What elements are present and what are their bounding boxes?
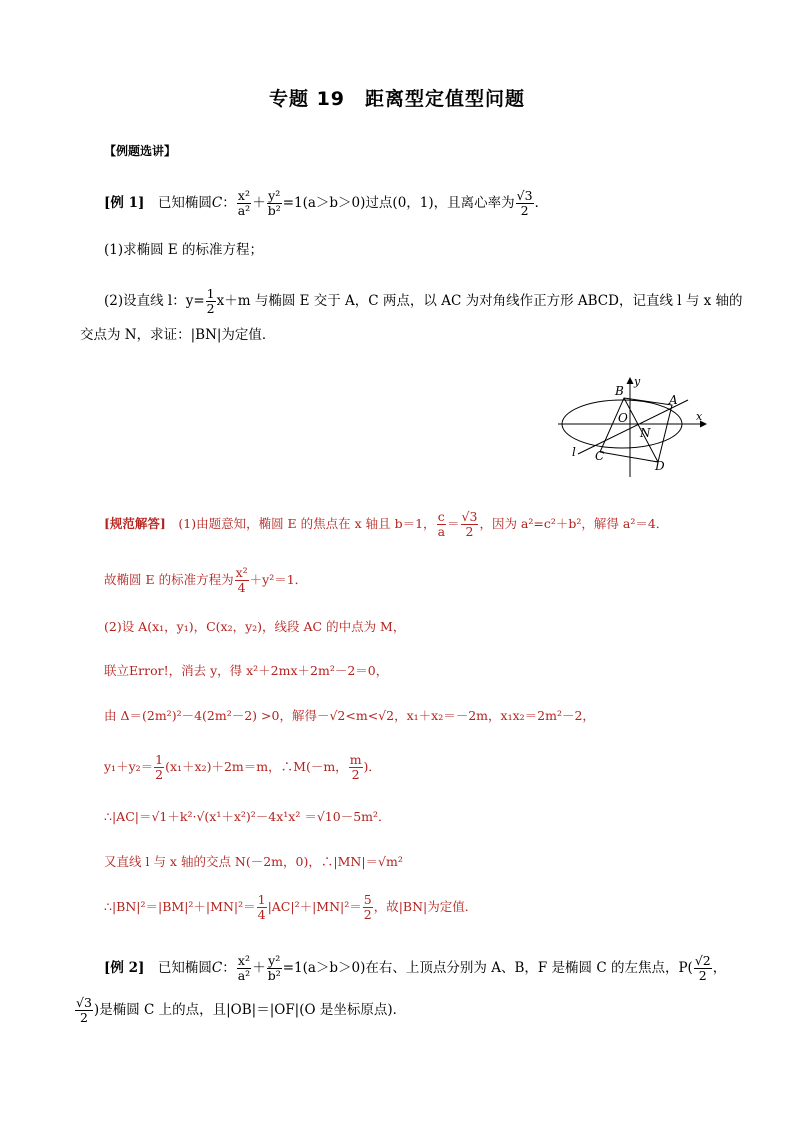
- fraction-1-2: $\frac{1}{2}$: [155, 752, 164, 782]
- solution-step-6c: )．: [363, 759, 381, 774]
- example-1-label: [例 1]: [104, 195, 145, 211]
- label-x: x: [696, 410, 703, 423]
- solution-tag: [规范解答]: [104, 516, 166, 531]
- fraction-sqrt3-2-b: $\frac{√3}{2}$: [76, 995, 92, 1025]
- solution-step-9c: ，故|BN|为定值．: [373, 899, 478, 914]
- curve-name-2: C: [211, 960, 223, 976]
- label-y: y: [634, 375, 641, 388]
- label-l: l: [572, 445, 576, 459]
- part-2-middle: x＋m 与椭圆 E 交于 A，C 两点，以 AC 为对角线作正方形 ABCD，记直线 l 与 x 轴的: [216, 293, 743, 309]
- example-2-statement: [例 2] 已知椭圆C： $\frac{\text{x²}}{\text{a²}}$ ＋ $\frac{\text{y²}}{\text{b²}}$ =1(a＞b＞0)在右、上顶点分别为 A、B，F 是椭圆 C 的左焦点，P( $\frac{√2}{2}$ ，: [104, 953, 727, 983]
- label-C: C: [595, 449, 605, 463]
- label-D: D: [655, 459, 665, 473]
- curve-name: C: [211, 195, 223, 211]
- solution-step-2b: ＋y²＝1．: [249, 572, 308, 587]
- solution-line-1: [规范解答] (1)由题意知，椭圆 E 的焦点在 x 轴且 b＝1， $\frac{c}{a}$ ＝ $\frac{√3}{2}$ ，因为 a²=c²＋b²，解得 a²＝4．: [104, 509, 669, 539]
- fraction-sqrt2-2: $\frac{√2}{2}$: [694, 953, 711, 983]
- label-B: B: [615, 384, 624, 398]
- page-title: 专题 19 距离型定值型问题: [268, 88, 526, 110]
- fraction-x2-4: $\frac{\text{x²}}{4}$: [235, 565, 248, 595]
- solution-step-9a: ∴|BN|²＝|BM|²＋|MN|²＝: [104, 899, 256, 914]
- fraction-x2-a2-2: $\frac{\text{x²}}{\text{a²}}$: [237, 953, 251, 983]
- equation-rhs-2: =1(a＞b＞0): [282, 960, 366, 976]
- example-2-label: [例 2]: [104, 960, 145, 976]
- example-1-part-2-continued: 交点为 N，求证：|BN|为定值．: [80, 327, 276, 343]
- example-2-continuation: 是椭圆 C 上的点，且|OB|＝|OF|(O 是坐标原点)．: [99, 1002, 407, 1018]
- label-A: A: [669, 393, 678, 407]
- fraction-eccentricity: $\frac{√3}{2}$: [516, 188, 533, 218]
- fraction-sqrt3-2: $\frac{√3}{2}$: [461, 509, 478, 539]
- solution-step-6b: (x₁＋x₂)＋2m＝m，∴M(－m，: [165, 759, 348, 774]
- fraction-5-2: $\frac{5}{2}$: [363, 892, 372, 922]
- fraction-c-a: $\frac{c}{a}$: [437, 509, 446, 539]
- solution-line-5: 由 Δ＝(2m²)²－4(2m²－2) >0，解得－√2<m<√2，x₁＋x₂＝－2m，x₁x₂＝2m²－2，: [104, 708, 595, 723]
- example-1-part-1: (1)求椭圆 E 的标准方程；: [104, 242, 264, 258]
- solution-line-7: ∴|AC|＝√1＋k²·√(x¹＋x²)²－4x¹x² ＝√10－5m²．: [104, 809, 391, 824]
- solution-step-6a: y₁＋y₂＝: [104, 759, 154, 774]
- fraction-y2-b2: $\frac{\text{y²}}{\text{b²}}$: [267, 188, 281, 218]
- example-1-part-2: [104, 287, 743, 316]
- solution-line-3: (2)设 A(x₁，y₁)，C(x₂，y₂)，线段 AC 的中点为 M，: [104, 619, 406, 634]
- equation-rhs: =1(a＞b＞0): [282, 195, 366, 211]
- ellipse-square-figure: [556, 372, 716, 480]
- example-2-lead: 已知椭圆: [157, 960, 212, 976]
- fraction-1-4: $\frac{1}{4}$: [257, 892, 266, 922]
- solution-step-9b: |AC|²＋|MN|²＝: [267, 899, 362, 914]
- fraction-m-2: $\frac{m}{2}$: [349, 752, 362, 782]
- fraction-half: $\frac{1}{2}$: [206, 286, 215, 316]
- part-2-start: (2)设直线 l：y=: [104, 293, 205, 309]
- example-1-rest: 过点(0，1)，且离心率为: [365, 195, 515, 211]
- label-O: O: [618, 411, 628, 425]
- solution-line-4: 联立Error!，消去 y，得 x²＋2mx＋2m²－2＝0，: [104, 663, 389, 678]
- example-1-statement: [例 1] 已知椭圆C： $\frac{\text{x²}}{\text{a²}}$ ＋ $\frac{\text{y²}}{\text{b²}}$ =1(a＞b＞0)过点(0，1)，且离心率为 $\frac{√3}{2}$ ．: [104, 188, 549, 218]
- solution-step-2a: 故椭圆 E 的标准方程为: [104, 572, 234, 587]
- section-heading: 【例题选讲】: [104, 144, 177, 158]
- solution-line-8: 又直线 l 与 x 轴的交点 N(－2m，0)，∴|MN|＝√m²: [104, 854, 403, 869]
- solution-line-2: [104, 566, 307, 595]
- solution-step-1: (1)由题意知，椭圆 E 的焦点在 x 轴且 b＝1，: [178, 516, 436, 531]
- solution-line-6: [104, 753, 381, 782]
- solution-line-9: [104, 893, 477, 922]
- example-1-lead: 已知椭圆: [157, 195, 212, 211]
- fraction-x2-a2: $\frac{\text{x²}}{\text{a²}}$: [237, 188, 251, 218]
- solution-step-1b: ，因为 a²=c²＋b²，解得 a²＝4．: [479, 516, 669, 531]
- fraction-y2-b2-2: $\frac{\text{y²}}{\text{b²}}$: [267, 953, 281, 983]
- square-abcd: [600, 398, 672, 462]
- example-2-line-2: $\frac{√3}{2}$ )是椭圆 C 上的点，且|OB|＝|OF|(O 是坐标原点)．: [76, 995, 407, 1025]
- example-2-rest: 在右、上顶点分别为 A、B，F 是椭圆 C 的左焦点，P(: [365, 960, 693, 976]
- label-N: N: [640, 426, 651, 440]
